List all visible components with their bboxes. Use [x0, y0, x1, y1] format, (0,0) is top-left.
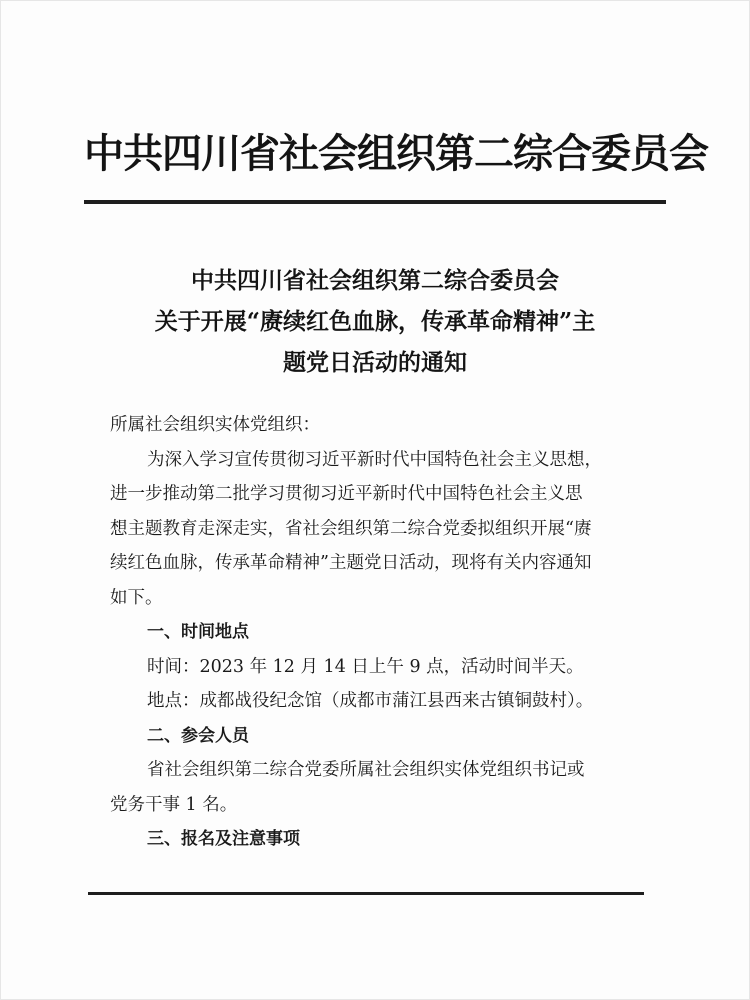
title-line-1: 中共四川省社会组织第二综合委员会 — [191, 267, 559, 294]
document-body — [110, 408, 655, 857]
place-line: 地点：成都战役纪念馆（成都市蒲江县西来古镇铜鼓村）。 — [147, 691, 594, 711]
section-3-heading: 三、报名及注意事项 — [147, 829, 300, 849]
section-1-heading: 一、时间地点 — [147, 622, 249, 642]
section-2-heading: 二、参会人员 — [147, 725, 249, 746]
title-line-3: 题党日活动的通知 — [283, 349, 467, 376]
org-header-title: 中共四川省社会组织第二综合委员会 — [84, 130, 708, 177]
salutation: 所属社会组织实体党组织： — [110, 415, 320, 435]
intro-line-1: 为深入学习宣传贯彻习近平新时代中国特色社会主义思想， — [147, 449, 602, 470]
intro-line-3: 想主题教育走深走实，省社会组织第二综合党委拟组织开展“赓 — [110, 518, 592, 539]
attendees-line-2: 党务干事 1 名。 — [110, 794, 238, 815]
intro-line-2: 进一步推动第二批学习贯彻习近平新时代中国特色社会主义思 — [110, 484, 583, 504]
header-divider — [84, 200, 666, 204]
intro-line-5: 如下。 — [110, 587, 163, 608]
time-line: 时间：2023 年 12 月 14 日上午 9 点，活动时间半天。 — [147, 656, 584, 677]
footer-divider — [88, 892, 644, 895]
document-title — [60, 260, 690, 383]
title-line-2: 关于开展“赓续红色血脉，传承革命精神”主 — [154, 308, 596, 335]
intro-line-4: 续红色血脉，传承革命精神”主题党日活动，现将有关内容通知 — [110, 553, 592, 573]
attendees-line-1: 省社会组织第二综合党委所属社会组织实体党组织书记或 — [147, 760, 585, 780]
